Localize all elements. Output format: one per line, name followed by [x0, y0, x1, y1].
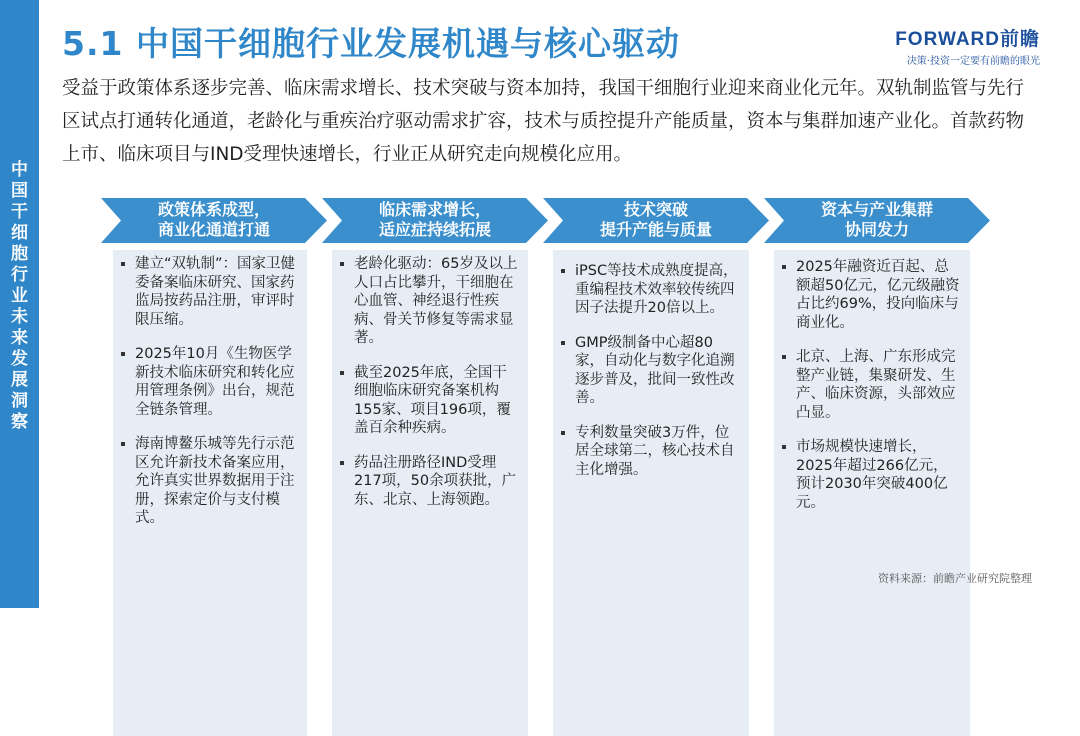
list-item-text: 建立“双轨制”：国家卫健委备案临床研究、国家药监局按药品注册，审评时限压缩。	[135, 256, 296, 328]
column-heading-line: 临床需求增长，	[378, 200, 491, 219]
bullet-icon	[561, 269, 565, 273]
column-heading-line: 适应症持续拓展	[378, 220, 491, 239]
list-item-text: 老龄化驱动：65岁及以上人口占比攀升，干细胞在心血管、神经退行性疾病、骨关节修复等需求显著。	[354, 256, 518, 346]
bullet-icon	[340, 371, 344, 375]
list-item	[774, 258, 962, 332]
column-heading-line: 资本与产业集群	[820, 200, 933, 219]
column-heading-line: 提升产能与质量	[599, 220, 712, 239]
column-heading-line: 政策体系成型，	[157, 200, 270, 219]
list-item-text: 专利数量突破3万件，位居全球第二，核心技术自主化增强。	[575, 424, 735, 478]
list-item	[774, 348, 962, 422]
bullet-icon	[782, 355, 786, 359]
intro-paragraph: 受益于政策体系逐步完善、临床需求增长、技术突破与资本加持，我国干细胞行业迎来商业化元年。双轨制监管与先行区试点打通转化通道，老龄化与重疾治疗驱动需求扩容，技术与质控提升产能质量，资本与集群加速产业化。首款药物上市、临床项目与IND受理快速增长，行业正从研究走向规模化应用。	[62, 78, 1025, 165]
column-heading-line: 商业化通道打通	[157, 220, 270, 239]
list-item-text: 北京、上海、广东形成完整产业链，集聚研发、生产、临床资源，头部效应凸显。	[796, 349, 956, 421]
list-item-text: 截至2025年底，全国干细胞临床研究备案机构155家、项目196项，覆盖百余种疾病。	[354, 364, 511, 436]
bullet-icon	[340, 262, 344, 266]
column-heading-chevron	[101, 198, 327, 243]
page-title: 5.1 中国干细胞行业发展机遇与核心驱动	[62, 24, 680, 63]
list-item-text: 药品注册路径IND受理217项，50余项获批，广东、北京、上海领跑。	[354, 454, 517, 508]
bullet-icon	[121, 352, 125, 356]
column-panel	[774, 250, 970, 736]
column-heading-chevron	[543, 198, 769, 243]
bullet-icon	[782, 265, 786, 269]
bullet-icon	[121, 262, 125, 266]
list-item	[113, 435, 299, 528]
list-item	[113, 345, 299, 419]
bullet-icon	[340, 461, 344, 465]
list-item-text: 2025年融资近百起、总额超50亿元，亿元级融资占比约69%，投向临床与商业化。	[796, 259, 960, 331]
column-heading-chevron	[764, 198, 990, 243]
logo-tagline: 决策·投资一定要有前瞻的眼光	[906, 56, 1040, 67]
list-item	[332, 255, 520, 348]
list-item-text: 2025年10月《生物医学新技术临床研究和转化应用管理条例》出台，规范全链条管理。	[135, 346, 295, 418]
list-item-text: 市场规模快速增长，2025年超过266亿元，预计2030年突破400亿元。	[796, 439, 948, 511]
side-bar	[0, 0, 39, 608]
column-heading-line: 技术突破	[623, 200, 688, 219]
list-item	[553, 424, 741, 480]
list-item	[774, 438, 962, 512]
logo-wordmark: FORWARD前瞻	[895, 29, 1040, 50]
brand-logo	[895, 30, 1040, 67]
column-panel	[553, 250, 749, 736]
list-item	[332, 364, 520, 438]
bullet-icon	[561, 341, 565, 345]
side-section-label: 中国干细胞行业未来发展洞察	[11, 160, 28, 432]
list-item-text: iPSC等技术成熟度提高，重编程技术效率较传统四因子法提升20倍以上。	[575, 263, 738, 316]
bullet-icon	[782, 445, 786, 449]
list-item-text: GMP级制备中心超80家，自动化与数字化追溯逐步普及，批间一致性改善。	[575, 334, 735, 406]
bullet-list	[113, 255, 299, 544]
column-panel	[332, 250, 528, 736]
list-item	[113, 255, 299, 329]
bullet-list	[553, 262, 741, 495]
list-item	[553, 262, 741, 318]
source-note: 资料来源：前瞻产业研究院整理	[878, 572, 1032, 585]
column-panel	[113, 250, 307, 736]
column-heading-chevron	[322, 198, 548, 243]
bullet-list	[332, 255, 520, 525]
bullet-icon	[561, 431, 565, 435]
list-item-text: 海南博鳌乐城等先行示范区允许新技术备案应用，允许真实世界数据用于注册，探索定价与支付模式。	[135, 436, 295, 526]
bullet-icon	[121, 442, 125, 446]
list-item	[553, 334, 741, 408]
list-item	[332, 454, 520, 510]
bullet-list	[774, 258, 962, 528]
column-heading-line: 协同发力	[844, 220, 909, 239]
